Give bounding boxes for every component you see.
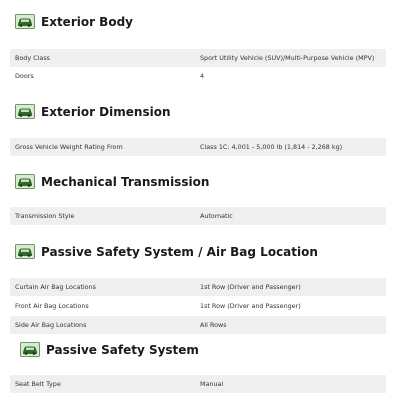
section-header-passive-safety-system [20, 342, 199, 357]
table-row [10, 207, 386, 225]
table-row [10, 278, 386, 296]
car-icon [15, 244, 35, 259]
table-row [10, 49, 386, 67]
row-label: Seat Belt Type [15, 380, 61, 388]
row-value: Manual [200, 380, 224, 388]
row-label: Front Air Bag Locations [15, 302, 89, 310]
section-header-exterior-dimension [15, 104, 171, 119]
section-title: Exterior Body [41, 14, 133, 29]
row-value: 1st Row (Driver and Passenger) [200, 302, 301, 310]
table-row [10, 138, 386, 156]
row-label: Side Air Bag Locations [15, 321, 87, 329]
row-value: 4 [200, 72, 205, 80]
row-value: Automatic [200, 212, 233, 220]
car-icon [15, 174, 35, 189]
section-header-air-bag-location [15, 244, 318, 259]
table-row [10, 67, 386, 85]
car-icon [15, 14, 35, 29]
section-title: Passive Safety System [46, 342, 199, 357]
row-value: 1st Row (Driver and Passenger) [200, 283, 301, 291]
car-icon [20, 342, 40, 357]
row-value: Sport Utility Vehicle (SUV)/Multi-Purpose Vehicle (MPV) [200, 54, 375, 62]
row-label: Transmission Style [15, 212, 75, 220]
row-label: Curtain Air Bag Locations [15, 283, 96, 291]
row-value: All Rows [200, 321, 227, 329]
row-label: Gross Vehicle Weight Rating From [15, 143, 123, 151]
row-label: Doors [15, 72, 34, 80]
table-row [10, 316, 386, 334]
section-title: Passive Safety System / Air Bag Location [41, 244, 318, 259]
section-title: Mechanical Transmission [41, 174, 210, 189]
table-row [10, 297, 386, 315]
row-label: Body Class [15, 54, 50, 62]
table-row [10, 375, 386, 393]
row-value: Class 1C: 4,001 - 5,000 lb (1,814 - 2,268 kg) [200, 143, 343, 151]
car-icon [15, 104, 35, 119]
section-header-mechanical-transmission [15, 174, 209, 189]
section-title: Exterior Dimension [41, 104, 171, 119]
section-header-exterior-body [15, 14, 133, 29]
